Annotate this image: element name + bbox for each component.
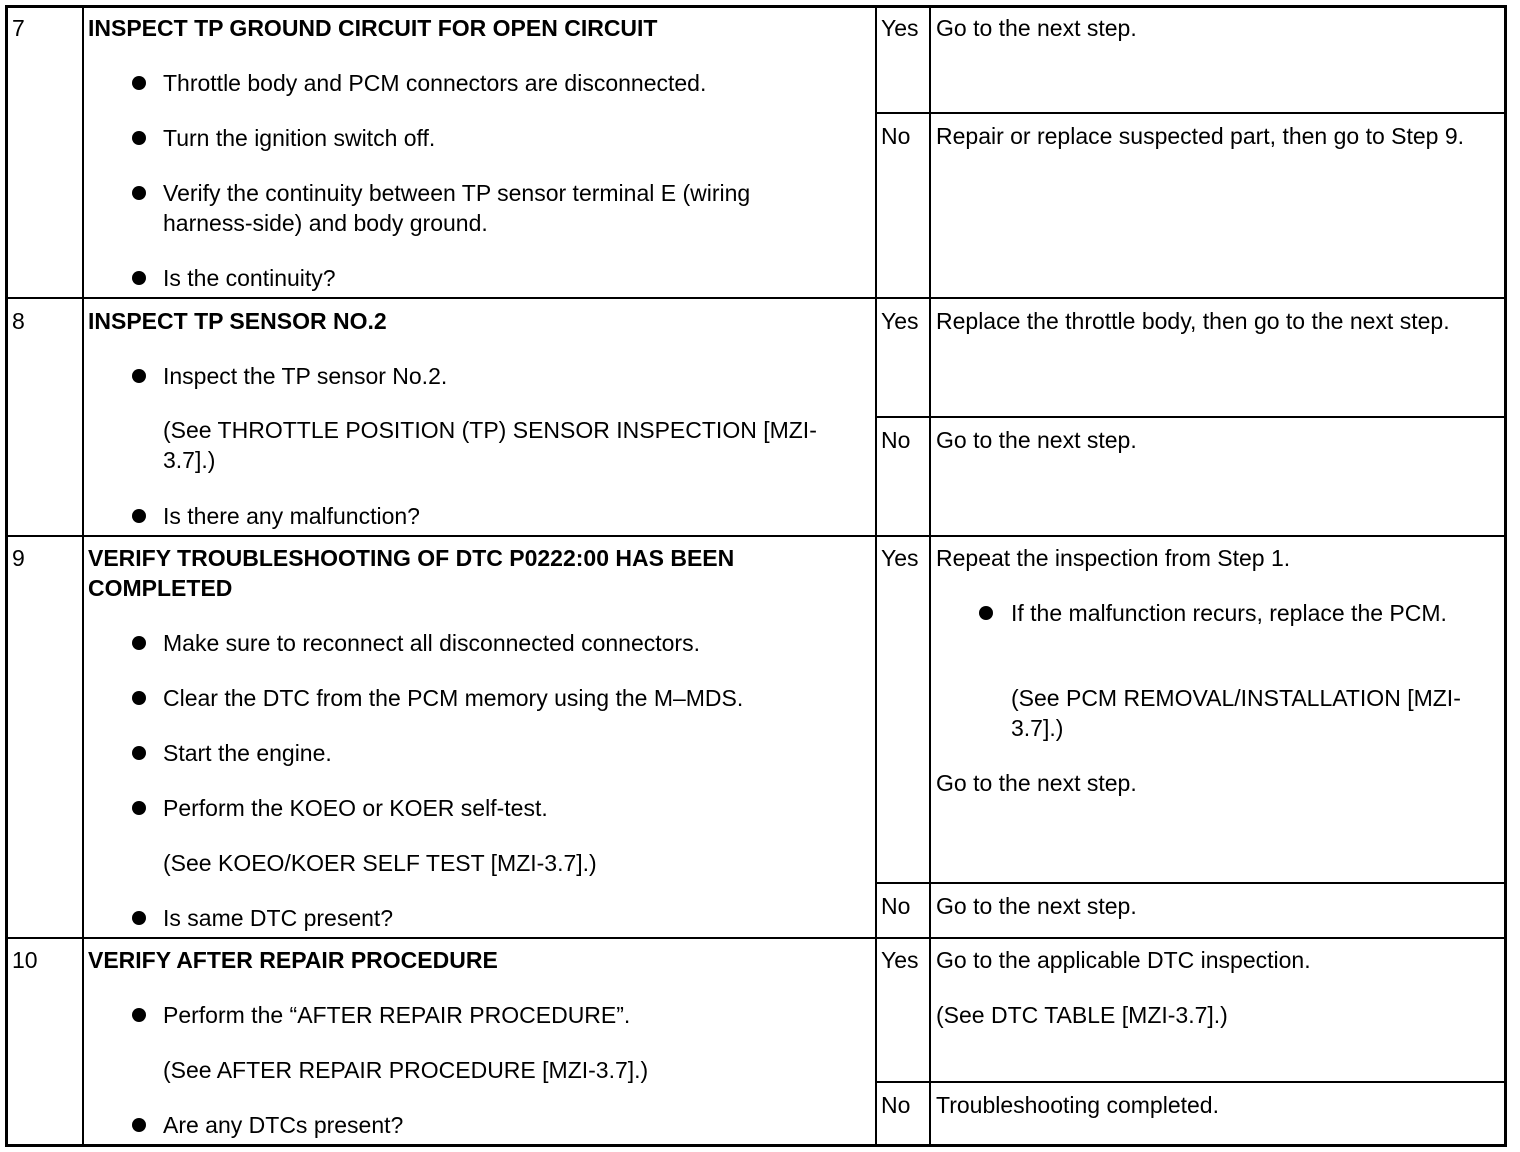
step-note: (See AFTER REPAIR PROCEDURE [MZI-3.7].) [163, 1057, 649, 1083]
yes-bullet: If the malfunction recurs, replace the PCM. [1011, 600, 1447, 626]
step-number: 9 [12, 545, 25, 571]
column-divider [82, 5, 84, 1147]
bullet-icon [132, 801, 146, 815]
no-action: Go to the next step. [936, 893, 1137, 919]
bullet-icon [132, 691, 146, 705]
step-title: INSPECT TP GROUND CIRCUIT FOR OPEN CIRCUIT [88, 15, 658, 41]
yes-label: Yes [881, 15, 919, 41]
bullet-icon [132, 131, 146, 145]
row-divider [5, 297, 1507, 299]
yes-label: Yes [881, 308, 919, 334]
yes-label: Yes [881, 545, 919, 571]
bullet-icon [132, 271, 146, 285]
yes-action: Repeat the inspection from Step 1. [936, 545, 1291, 571]
yes-no-divider [875, 416, 1507, 418]
step-bullet: Is same DTC present? [163, 905, 394, 931]
no-label: No [881, 123, 911, 149]
bullet-icon [132, 1008, 146, 1022]
step-bullet: Are any DTCs present? [163, 1112, 404, 1138]
yes-action: Go to the next step. [936, 15, 1137, 41]
yes-note: (See PCM REMOVAL/INSTALLATION [MZI-3.7].) [1011, 685, 1461, 741]
step-bullet: Make sure to reconnect all disconnected connectors. [163, 630, 700, 656]
yes-no-divider [875, 882, 1507, 884]
step-note: (See KOEO/KOER SELF TEST [MZI-3.7].) [163, 850, 597, 876]
column-divider [929, 5, 931, 1147]
column-divider [875, 5, 877, 1147]
no-label: No [881, 893, 911, 919]
step-number: 10 [12, 947, 38, 973]
bullet-icon [132, 369, 146, 383]
bullet-icon [132, 509, 146, 523]
bullet-icon [132, 1118, 146, 1132]
step-bullet: Clear the DTC from the PCM memory using the M–MDS. [163, 685, 744, 711]
step-number: 7 [12, 15, 25, 41]
no-action: Repair or replace suspected part, then go to Step 9. [936, 123, 1465, 149]
yes-note: (See DTC TABLE [MZI-3.7].) [936, 1002, 1228, 1028]
yes-action: Replace the throttle body, then go to the next step. [936, 308, 1450, 334]
bullet-icon [132, 186, 146, 200]
step-bullet: Turn the ignition switch off. [163, 125, 436, 151]
row-divider [5, 535, 1507, 537]
step-bullet: Is there any malfunction? [163, 503, 420, 529]
step-bullet: Perform the “AFTER REPAIR PROCEDURE”. [163, 1002, 631, 1028]
yes-action-2: Go to the next step. [936, 770, 1137, 796]
row-divider [5, 937, 1507, 939]
bullet-icon [132, 746, 146, 760]
no-action: Go to the next step. [936, 427, 1137, 453]
step-note: (See THROTTLE POSITION (TP) SENSOR INSPECTION [MZI-3.7].) [163, 417, 817, 473]
step-bullet: Start the engine. [163, 740, 332, 766]
step-title: INSPECT TP SENSOR NO.2 [88, 308, 387, 334]
step-bullet: Verify the continuity between TP sensor terminal E (wiring harness-side) and body ground. [163, 180, 751, 236]
yes-no-divider [875, 1081, 1507, 1083]
bullet-icon [132, 911, 146, 925]
bullet-icon [979, 606, 993, 620]
step-title: VERIFY AFTER REPAIR PROCEDURE [88, 947, 498, 973]
step-number: 8 [12, 308, 25, 334]
step-title: VERIFY TROUBLESHOOTING OF DTC P0222:00 HAS BEEN COMPLETED [88, 545, 735, 601]
yes-action: Go to the applicable DTC inspection. [936, 947, 1311, 973]
bullet-icon [132, 76, 146, 90]
step-bullet: Perform the KOEO or KOER self-test. [163, 795, 548, 821]
no-label: No [881, 1092, 911, 1118]
step-bullet: Throttle body and PCM connectors are disconnected. [163, 70, 707, 96]
step-bullet: Inspect the TP sensor No.2. [163, 363, 448, 389]
yes-label: Yes [881, 947, 919, 973]
yes-no-divider [875, 112, 1507, 114]
bullet-icon [132, 636, 146, 650]
no-action: Troubleshooting completed. [936, 1092, 1219, 1118]
step-bullet: Is the continuity? [163, 265, 336, 291]
no-label: No [881, 427, 911, 453]
